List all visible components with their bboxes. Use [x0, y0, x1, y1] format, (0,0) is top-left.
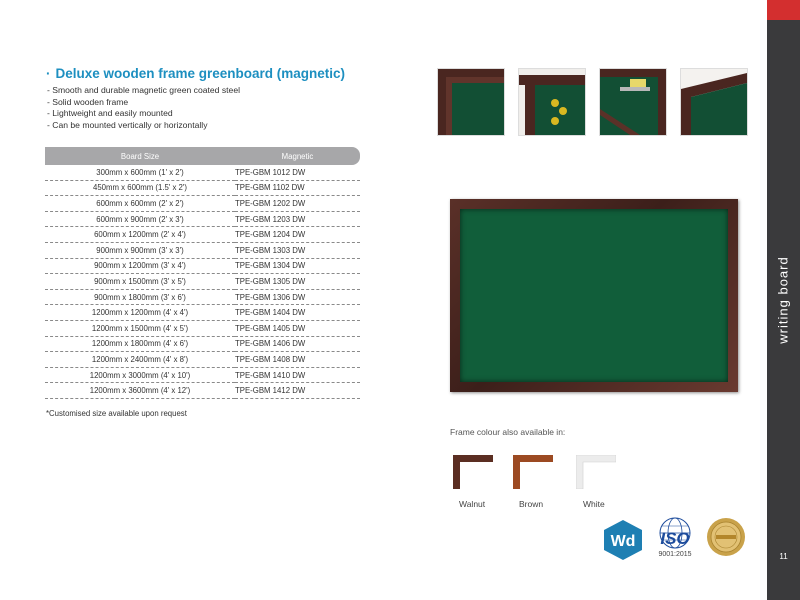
header-board-size: Board Size — [45, 147, 235, 165]
cell-size: 1200mm x 1200mm (4' x 4') — [45, 305, 235, 321]
cell-size: 1200mm x 3600mm (4' x 12') — [45, 383, 235, 399]
product-title-text: Deluxe wooden frame greenboard (magnetic) — [55, 66, 346, 81]
iso-label: ISO — [660, 529, 690, 548]
brown-label: Brown — [519, 499, 544, 509]
table-row — [45, 367, 360, 383]
thumbnail-edge — [680, 68, 748, 136]
cell-size: 450mm x 600mm (1.5' x 2') — [45, 180, 235, 196]
spec-table — [45, 147, 360, 399]
iso-certification-badge — [652, 516, 698, 564]
cell-size: 900mm x 1800mm (3' x 6') — [45, 289, 235, 305]
frame-colour-note: Frame colour also available in: — [450, 427, 566, 437]
cell-code: TPE-GBM 1305 DW — [235, 274, 360, 290]
cell-size: 300mm x 600mm (1' x 2') — [45, 165, 235, 180]
cell-code: TPE-GBM 1304 DW — [235, 258, 360, 274]
cell-code: TPE-GBM 1306 DW — [235, 289, 360, 305]
cell-code: TPE-GBM 1410 DW — [235, 367, 360, 383]
cell-size: 1200mm x 1500mm (4' x 5') — [45, 320, 235, 336]
cell-size: 600mm x 900mm (2' x 3') — [45, 211, 235, 227]
feature-item: - Smooth and durable magnetic green coated steel — [47, 85, 241, 95]
section-label: writing board — [775, 256, 791, 344]
table-row — [45, 289, 360, 305]
cell-size: 900mm x 900mm (3' x 3') — [45, 242, 235, 258]
feature-list — [47, 85, 240, 131]
product-title — [46, 66, 345, 81]
table-row — [45, 383, 360, 399]
table-row — [45, 305, 360, 321]
page-number: 11 — [779, 552, 788, 561]
table-row — [45, 336, 360, 352]
table-row — [45, 227, 360, 243]
cell-code: TPE-GBM 1012 DW — [235, 165, 360, 180]
cell-size: 600mm x 600mm (2' x 2') — [45, 196, 235, 212]
table-row — [45, 196, 360, 212]
cell-size: 1200mm x 3000mm (4' x 10') — [45, 367, 235, 383]
table-row — [45, 242, 360, 258]
table-row — [45, 165, 360, 180]
feature-item: - Lightweight and easily mounted — [47, 108, 173, 118]
thumbnail-magnets — [518, 68, 586, 136]
feature-item: - Can be mounted vertically or horizontally — [47, 119, 208, 130]
award-seal-icon — [706, 517, 746, 557]
sidebar — [767, 0, 800, 600]
title-bullet: · — [46, 66, 51, 81]
table-row — [45, 211, 360, 227]
cell-size: 1200mm x 1800mm (4' x 6') — [45, 336, 235, 352]
cell-code: TPE-GBM 1102 DW — [235, 180, 360, 196]
cell-code: TPE-GBM 1408 DW — [235, 352, 360, 368]
cell-code: TPE-GBM 1303 DW — [235, 242, 360, 258]
table-row — [45, 274, 360, 290]
cell-code: TPE-GBM 1404 DW — [235, 305, 360, 321]
wd-badge-text: Wd — [610, 533, 636, 550]
thumbnail-tray — [599, 68, 667, 136]
table-row — [45, 352, 360, 368]
wd-badge-icon — [603, 519, 643, 561]
walnut-label: Walnut — [459, 499, 486, 509]
greenboard-image — [450, 199, 738, 392]
table-row — [45, 320, 360, 336]
footnote: *Customised size available upon request — [46, 409, 187, 418]
sidebar-accent — [767, 0, 800, 20]
brown-swatch — [513, 455, 553, 489]
table-row — [45, 258, 360, 274]
green-board-surface — [460, 209, 728, 382]
cell-code: TPE-GBM 1204 DW — [235, 227, 360, 243]
cell-code: TPE-GBM 1412 DW — [235, 383, 360, 399]
thumbnail-corner-detail — [437, 68, 505, 136]
header-magnetic: Magnetic — [235, 147, 360, 165]
table-header-row — [45, 147, 360, 165]
white-swatch — [576, 455, 616, 489]
cell-size: 900mm x 1500mm (3' x 5') — [45, 274, 235, 290]
feature-item: - Solid wooden frame — [47, 96, 129, 107]
cell-code: TPE-GBM 1203 DW — [235, 211, 360, 227]
white-label: White — [583, 499, 605, 509]
walnut-swatch — [453, 455, 493, 489]
cell-code: TPE-GBM 1405 DW — [235, 320, 360, 336]
cell-size: 1200mm x 2400mm (4' x 8') — [45, 352, 235, 368]
cell-size: 600mm x 1200mm (2' x 4') — [45, 227, 235, 243]
cell-code: TPE-GBM 1202 DW — [235, 196, 360, 212]
iso-number: 9001:2015 — [658, 551, 692, 558]
cell-code: TPE-GBM 1406 DW — [235, 336, 360, 352]
cell-size: 900mm x 1200mm (3' x 4') — [45, 258, 235, 274]
table-row — [45, 180, 360, 196]
